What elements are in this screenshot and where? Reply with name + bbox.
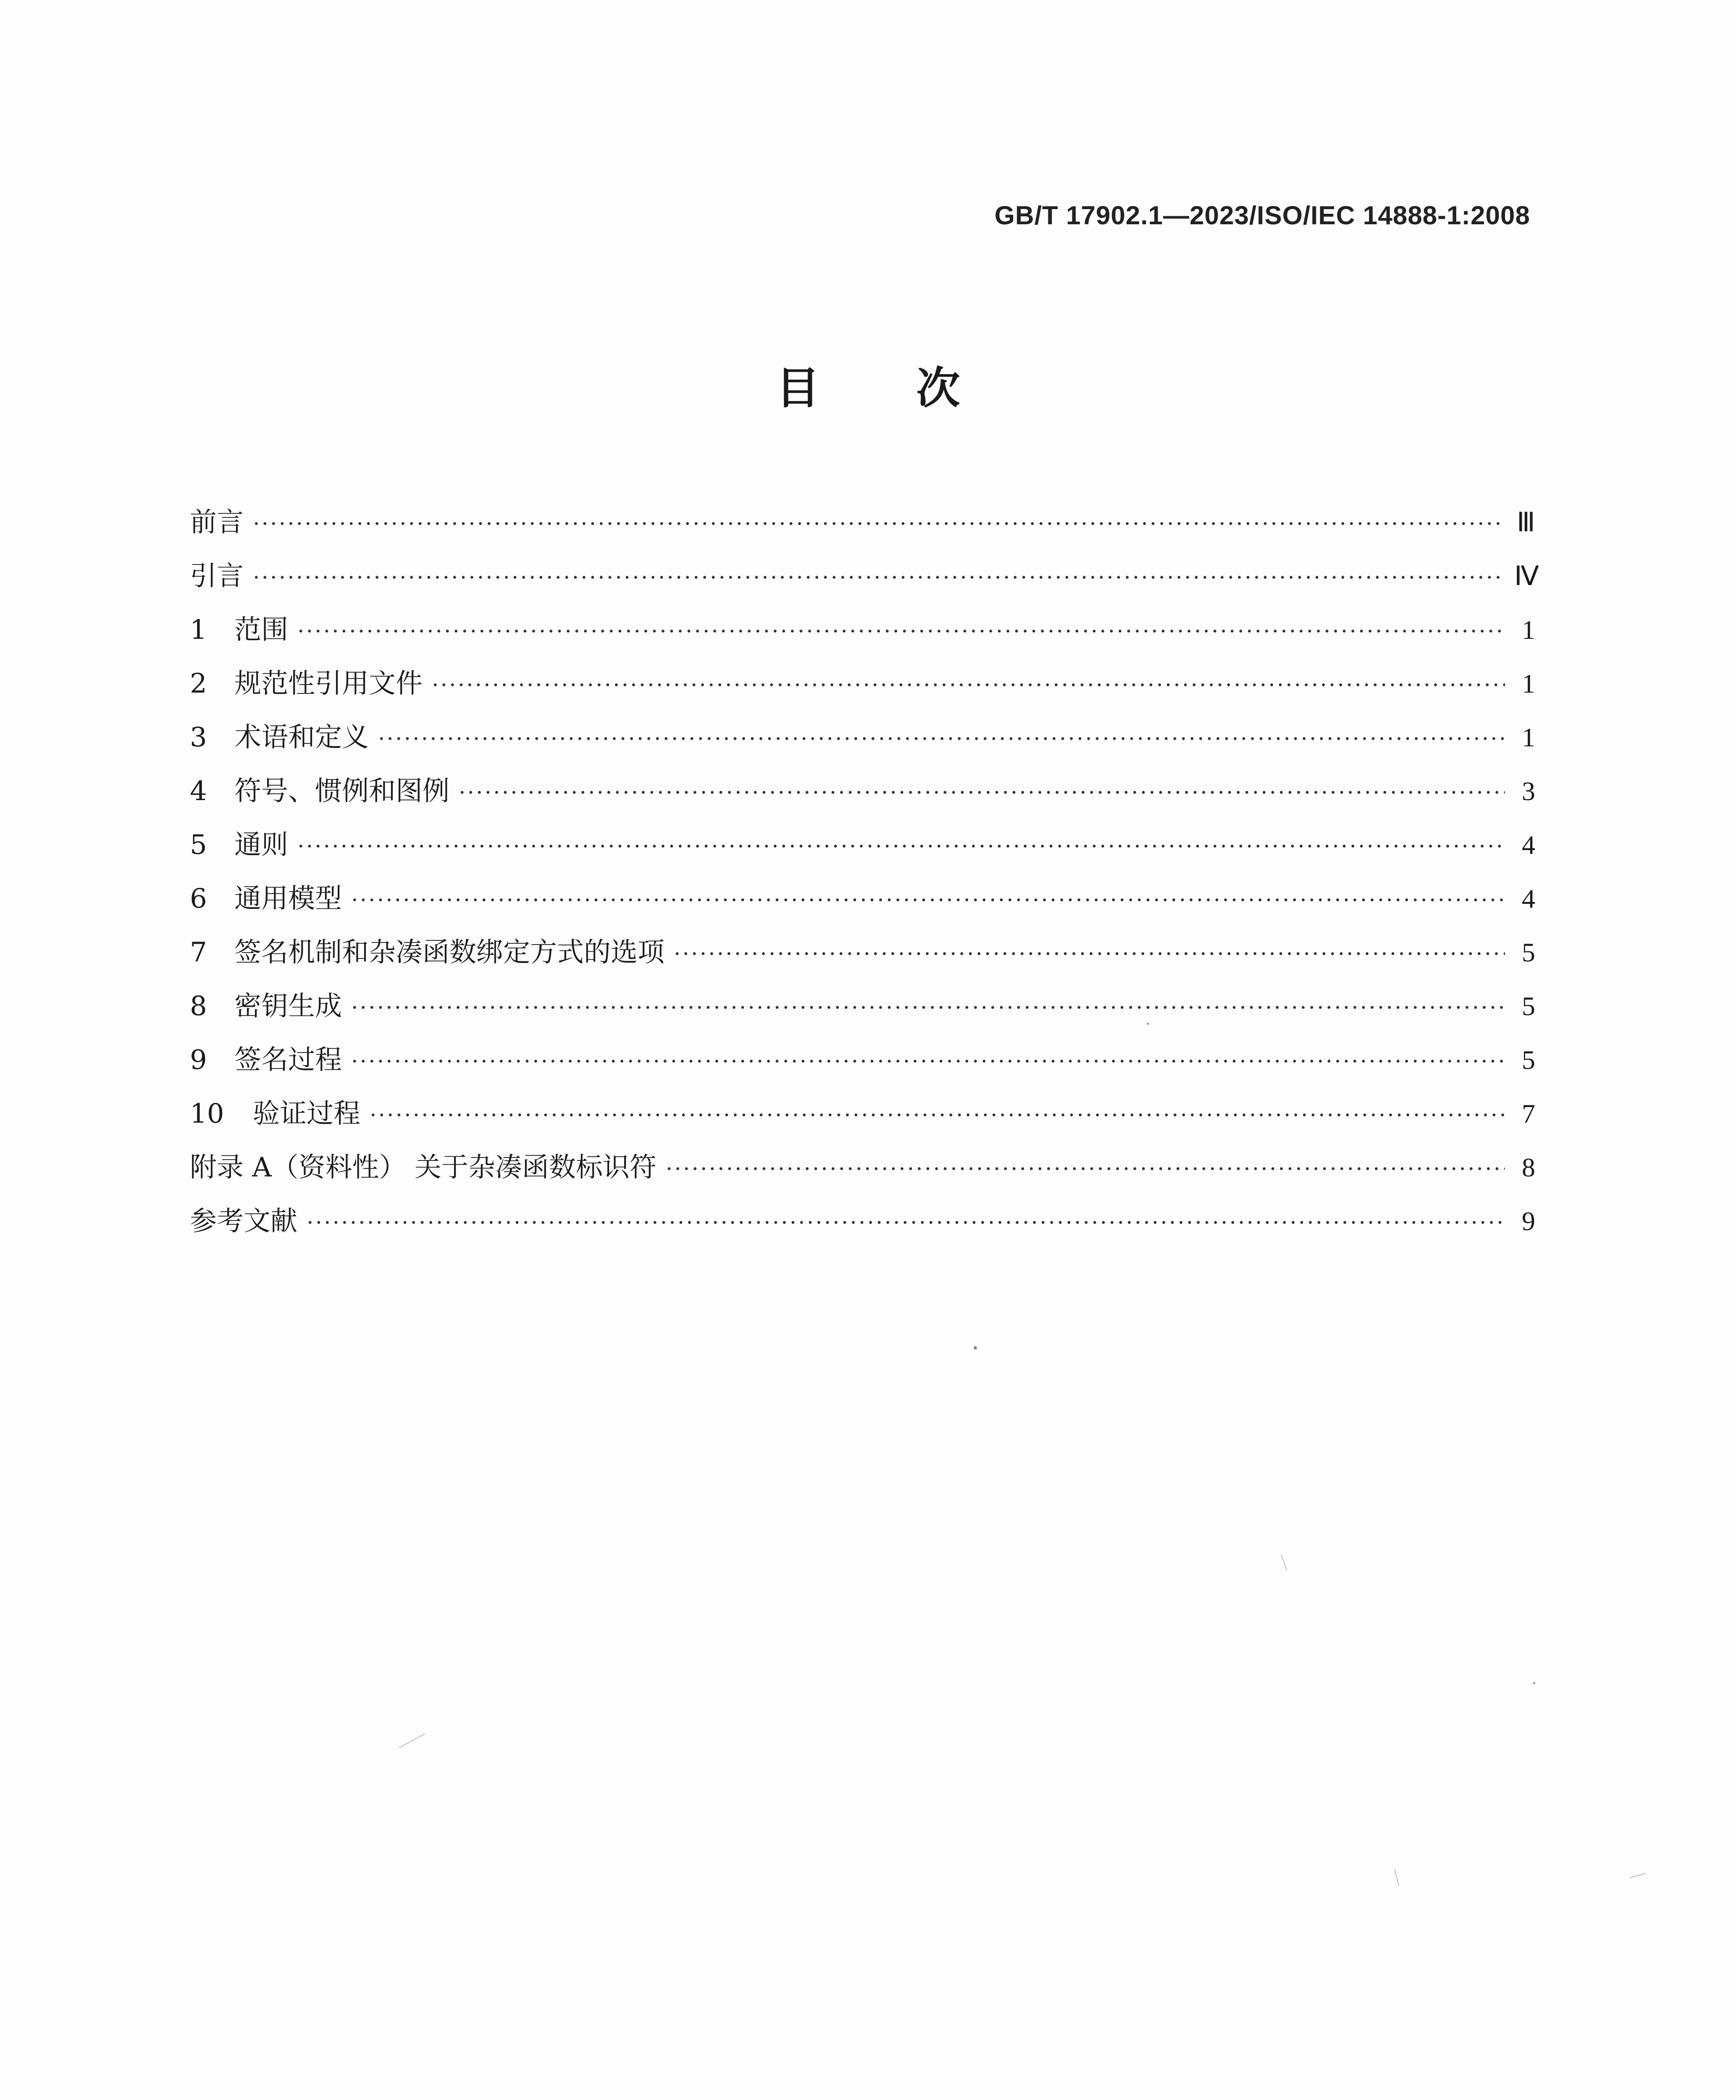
- dot-leader: [351, 874, 1505, 927]
- toc-entry-page: 9: [1522, 1206, 1535, 1236]
- toc-entry-key-generation[interactable]: [190, 979, 1535, 1033]
- toc-entry-title: 签名机制和杂凑函数绑定方式的选项: [234, 937, 664, 968]
- toc-entry-page: 1: [1522, 722, 1535, 752]
- toc-entry-title: 范围: [234, 614, 288, 646]
- dot-leader: [674, 927, 1505, 981]
- toc-entry-page: Ⅳ: [1514, 561, 1539, 591]
- toc-entry-page: Ⅲ: [1516, 507, 1535, 537]
- scan-speck: [974, 1346, 977, 1349]
- standard-number-header: GB/T 17902.1—2023/ISO/IEC 14888-1:2008: [994, 201, 1530, 230]
- scan-mark: [1394, 1869, 1399, 1886]
- toc-entry-number: 5: [190, 830, 207, 861]
- toc-entry-general-model[interactable]: [190, 872, 1535, 926]
- toc-entry-number: 4: [190, 776, 207, 807]
- toc-entry-title: 规范性引用文件: [234, 668, 423, 699]
- dot-leader: [351, 1035, 1505, 1089]
- dot-leader: [307, 1196, 1505, 1250]
- toc-entry-annex-a[interactable]: [190, 1141, 1535, 1194]
- toc-entry-page: 5: [1522, 991, 1535, 1021]
- toc-entry-title: 通用模型: [234, 883, 342, 914]
- dot-leader: [459, 766, 1505, 820]
- toc-entry-general[interactable]: [190, 818, 1535, 872]
- toc-entry-number: 10: [190, 1098, 224, 1129]
- toc-entry-signature-process[interactable]: [190, 1033, 1535, 1087]
- toc-title: 目次: [776, 362, 1057, 414]
- toc-entry-page: 1: [1522, 669, 1535, 698]
- toc-entry-verification-process[interactable]: [190, 1087, 1535, 1141]
- toc-entry-symbols-conventions[interactable]: [190, 764, 1535, 818]
- toc-entry-title: 参考文献: [190, 1206, 297, 1237]
- toc-entry-title: 术语和定义: [234, 722, 369, 753]
- dot-leader: [666, 1142, 1505, 1196]
- toc-entry-foreword[interactable]: [190, 496, 1535, 549]
- toc-entry-scope[interactable]: [190, 603, 1535, 657]
- toc-entry-terms-definitions[interactable]: [190, 711, 1535, 764]
- toc-entry-title: 附录 A（资料性） 关于杂凑函数标识符: [190, 1152, 657, 1183]
- scan-speck: [1147, 1023, 1149, 1025]
- toc-entry-title: 符号、惯例和图例: [234, 776, 449, 807]
- toc-entry-title: 密钥生成: [234, 991, 342, 1022]
- dot-leader: [378, 712, 1505, 766]
- dot-leader: [253, 497, 1505, 551]
- toc-entry-title: 引言: [190, 561, 244, 592]
- toc-entry-page: 3: [1522, 776, 1535, 806]
- toc-entry-page: 4: [1522, 884, 1535, 914]
- toc-entry-number: 2: [190, 668, 207, 699]
- toc-entry-page: 1: [1522, 615, 1535, 645]
- scan-mark: [1281, 1554, 1287, 1570]
- toc-entry-number: 9: [190, 1045, 207, 1076]
- dot-leader: [351, 981, 1505, 1035]
- toc-entry-normative-references[interactable]: [190, 657, 1535, 711]
- dot-leader: [253, 551, 1505, 605]
- toc-entry-page: 8: [1522, 1152, 1535, 1182]
- toc-entry-number: 6: [190, 883, 207, 914]
- toc-entry-number: 3: [190, 722, 207, 753]
- dot-leader: [370, 1089, 1505, 1142]
- scan-mark: [1630, 1873, 1646, 1878]
- toc-entry-title: 前言: [190, 507, 244, 538]
- table-of-contents: [190, 496, 1539, 1248]
- dot-leader: [297, 820, 1505, 874]
- dot-leader: [297, 605, 1505, 659]
- toc-entry-title: 签名过程: [234, 1045, 342, 1076]
- toc-entry-number: 7: [190, 937, 207, 968]
- scan-speck: [1533, 1682, 1535, 1684]
- toc-entry-number: 8: [190, 991, 207, 1022]
- toc-entry-page: 5: [1522, 937, 1535, 967]
- toc-entry-signature-options[interactable]: [190, 926, 1535, 979]
- scan-mark: [399, 1733, 425, 1748]
- toc-entry-introduction[interactable]: [190, 549, 1539, 603]
- toc-entry-page: 4: [1522, 830, 1535, 860]
- toc-entry-bibliography[interactable]: [190, 1194, 1535, 1248]
- toc-entry-title: 验证过程: [253, 1098, 360, 1129]
- toc-entry-page: 7: [1522, 1099, 1535, 1129]
- dot-leader: [432, 659, 1505, 712]
- toc-entry-number: 1: [190, 614, 207, 646]
- toc-entry-title: 通则: [234, 830, 288, 861]
- toc-entry-page: 5: [1522, 1045, 1535, 1075]
